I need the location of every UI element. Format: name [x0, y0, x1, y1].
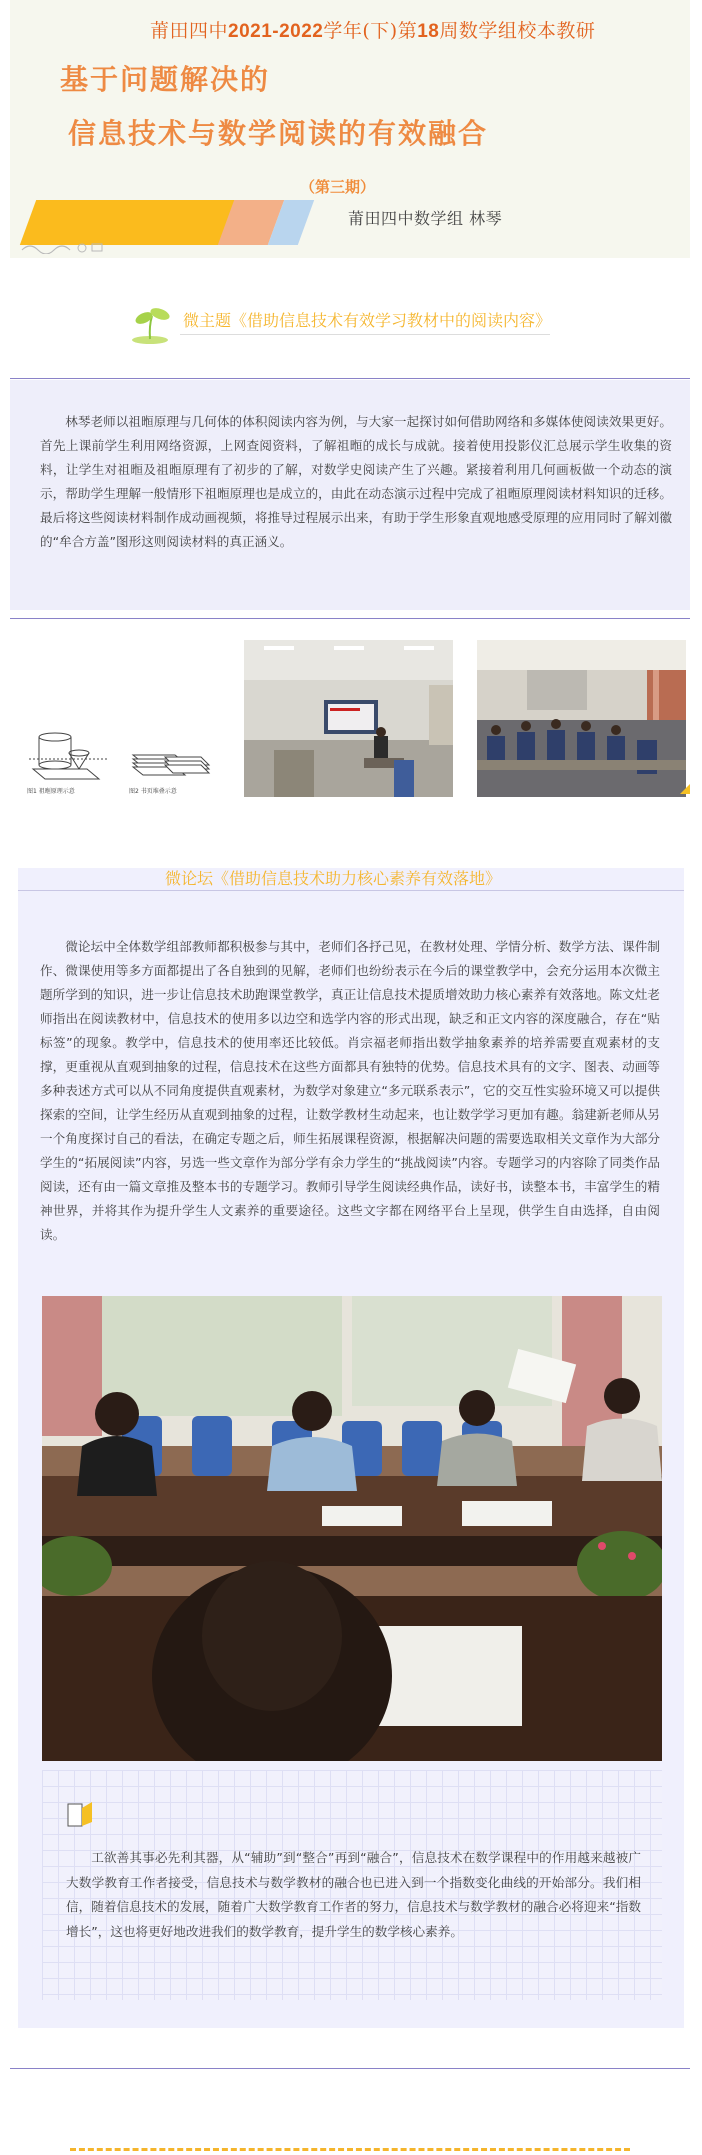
divider [18, 890, 684, 891]
forum-paragraph: 微论坛中全体数学组部教师都积极参与其中，老师们各抒己见，在教材处理、学情分析、数学方法、课件制作、微课使用等多方面都提出了各自独到的见解，老师们也纷纷表示在今后的课堂教学中，会充分运用本次微主题所学到的知识，进一步让信息技术助跑课堂教学，真正让信息技术提质增效助力核心素养有效落地。陈文灶老师指出在阅读教材中，信息技术的使用多以边空和选学内容的形式出现，缺乏和正文内容的深度融合，存在“贴标签”的现象。教学中，信息技术的使用率还比较低。肖宗福老师指出数学抽象素养的培养需要直观素材的支撑，更重视从直观到抽象的过程，信息技术在这些方面都具有独特的优势。信息技术具有的文字、图表、动画等多种表述方式可以从不同角度提供直观素材，为数学对象建立“多元联系表示”，它的交互性实验环境又可以提供探索的空间，让学生经历从直观到抽象的过程，让数学教材生动起来，也让数学学习更加有趣。翁建新老师从另一个角度探讨自己的看法，在确定专题之后，师生拓展课程资源，根据解决问题的需要选取相关文章作为大部分学生的“拓展阅读”内容，另选一些文章作为部分学有余力学生的“挑战阅读”内容。专题学习的内容除了同类作品阅读，还有由一篇文章推及整本书的专题学习。教师引导学生阅读经典作品，读好书，读整本书，丰富学生的精神世界，并将其作为提升学生人文素养的重要途径。这些文字都在网络平台上呈现，供学生自由选择，自由阅读。 [40, 939, 660, 1242]
conclusion-paragraph: 工欲善其事必先利其器，从“辅助”到“整合”再到“融合”，信息技术在数学课程中的作用越来越被广大数学教育工作者接受，信息技术与数学教材的融合也已进入到一个指数变化曲线的开始部分。我们相信，随着信息技术的发展，随着广大数学教育工作者的努力，信息技术与数学教材的融合必将迎来“指数增长”，这也将更好地改进我们的数学教育，提升学生的数学核心素养。 [66, 1850, 641, 1939]
issue-label: （第三期） [300, 178, 376, 196]
diagram-caption-1: 图1 祖暅原理示意 [27, 788, 75, 795]
forum-title: 微论坛《借助信息技术助力核心素养有效落地》 [164, 869, 501, 888]
micro-theme-content [10, 380, 690, 610]
classroom-photo-2 [477, 640, 686, 797]
classroom-photo-1 [244, 640, 453, 797]
author-line: 莆田四中数学组 林琴 [348, 209, 503, 228]
header-banner [10, 0, 690, 258]
divider [10, 618, 690, 619]
page-title-line1: 基于问题解决的 [60, 63, 271, 96]
sketch-doodle-icon [20, 240, 110, 254]
micro-theme-title: 微主题《借助信息技术有效学习教材中的阅读内容》 [183, 311, 552, 330]
document-icon [66, 1800, 98, 1828]
conclusion-content [66, 1846, 641, 1944]
divider [10, 2068, 690, 2069]
page-title-line2: 信息技术与数学阅读的有效融合 [68, 117, 489, 150]
decor-bar-yellow [20, 200, 246, 245]
sprout-icon [130, 302, 174, 346]
corner-decoration [680, 784, 690, 794]
dashed-divider [70, 2148, 630, 2151]
geometry-diagram-image [25, 725, 215, 797]
meeting-photo [42, 1296, 662, 1761]
divider [10, 378, 690, 379]
school-week-line: 莆田四中2021-2022学年(下)第18周数学组校本教研 [150, 20, 596, 42]
diagram-caption-2: 图2 书页堆叠示意 [129, 788, 177, 795]
forum-content [40, 935, 660, 1247]
micro-theme-heading [130, 300, 570, 350]
divider [180, 334, 550, 335]
micro-theme-paragraph: 林琴老师以祖暅原理与几何体的体积阅读内容为例，与大家一起探讨如何借助网络和多媒体使阅读效果更好。首先上课前学生利用网络资源，上网查阅资料，了解祖暅的成长与成就。接着使用投影仪汇总展示学生收集的资料，让学生对祖暅及祖暅原理有了初步的了解，对数学史阅读产生了兴趣。紧接着利用几何画板做一个动态的演示，帮助学生理解一般情形下祖暅原理也是成立的，由此在动态演示过程中完成了祖暅原理阅读材料知识的迁移。最后将这些阅读材料制作成动画视频，将推导过程展示出来，有助于学生形象直观地感受原理的应用同时了解刘徽的“牟合方盖”图形这则阅读材料的真正涵义。 [40, 414, 672, 549]
